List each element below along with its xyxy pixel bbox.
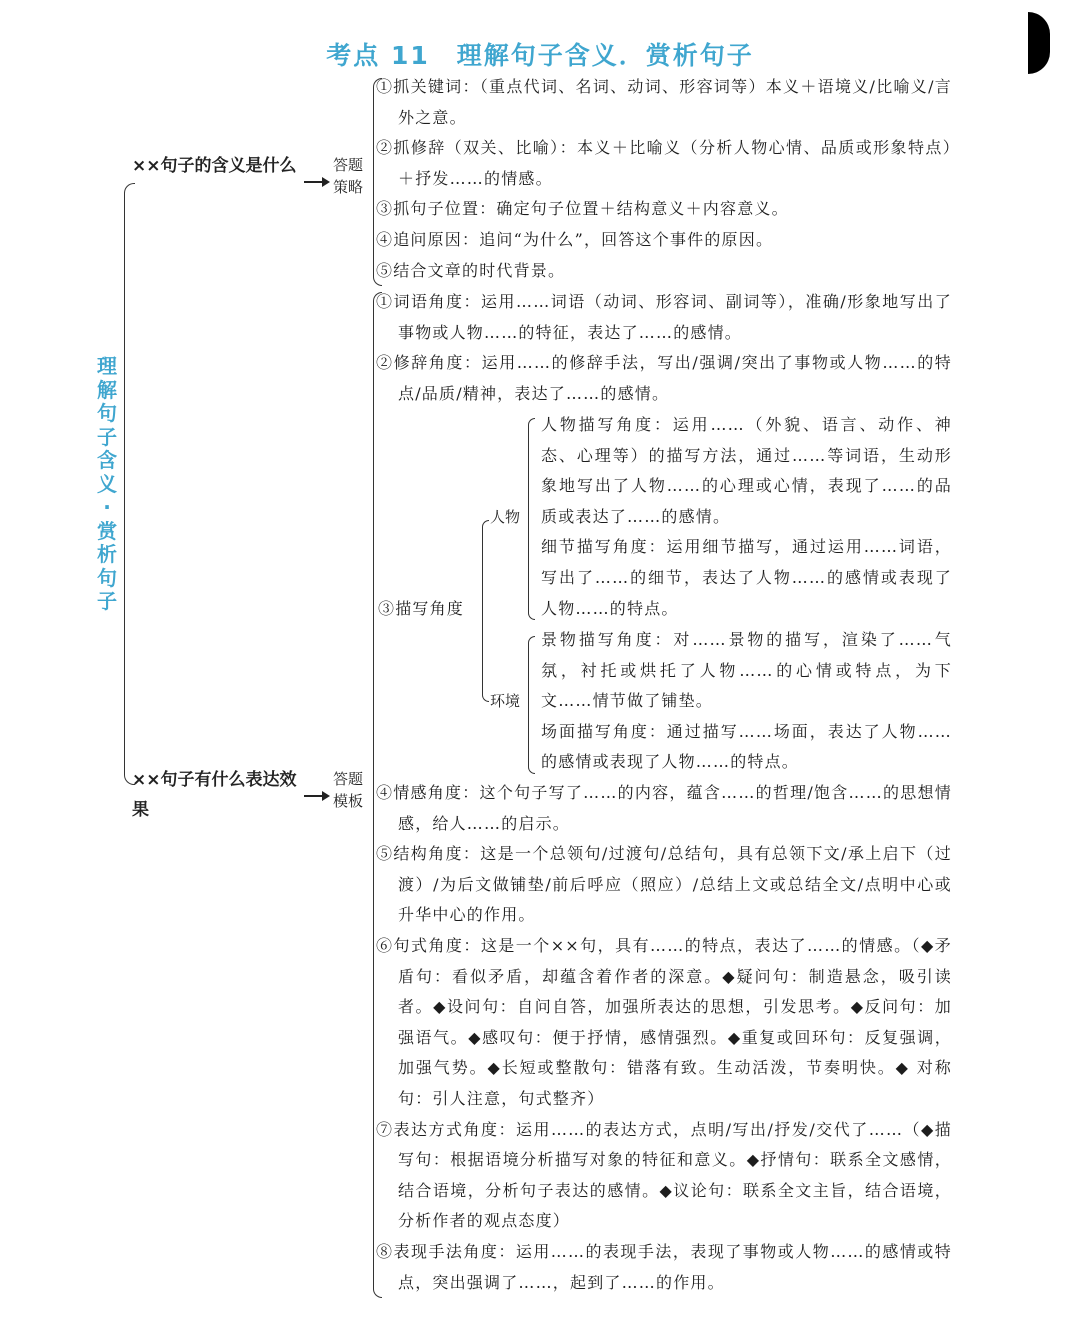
template-list-top <box>376 287 952 409</box>
description-label: ③描写角度 <box>378 599 465 618</box>
main-brace <box>124 183 135 785</box>
side-label-char: 理 <box>97 354 117 378</box>
side-label <box>94 355 120 614</box>
question-meaning: ××句子的含义是什么 <box>132 156 297 176</box>
side-label-char: 含 <box>97 448 117 472</box>
template-item: ①词语角度：运用……词语（动词、形容词、副词等），准确/形象地写出了事物或人物……的特征，表达了……的感情。 <box>376 292 952 342</box>
strategy-list <box>376 72 952 286</box>
description-item: 场面描写角度：通过描写……场面，表达了人物……的感情或表现了人物……的特点。 <box>541 721 952 772</box>
template-item: ⑤结构角度：这是一个总领句/过渡句/总结句，具有总领下文/承上启下（过渡）/为后文做铺垫/前后呼应（照应）/总结上文或总结全文/点明中心或升华中心的作用。 <box>376 844 952 925</box>
side-label-char: 子 <box>97 589 117 613</box>
description-item: 细节描写角度：运用细节描写，通过运用……词语，写出了……的细节，表达了人物……的感情或表现了人物……的特点。 <box>541 537 952 618</box>
template-item: ⑦表达方式角度：运用……的表达方式，点明/写出/抒发/交代了……（◆描写句：根据语境分析描写对象的特征和意义。◆抒情句：联系全文感情，结合语境，分析句子表达的感情。◆议论句：联系全文主旨，结合语境，分析作者的观点态度） <box>376 1119 952 1231</box>
strategy-item: ④追问原因：追问“为什么”，回答这个事件的原因。 <box>376 229 774 249</box>
side-label-char: 析 <box>97 542 117 566</box>
template-label: 答题 模板 <box>333 770 364 810</box>
template-item: ④情感角度：这个句子写了……的内容，蕴含……的哲理/饱含……的思想情感，给人……的启示。 <box>376 783 952 833</box>
template-item: ⑥句式角度：这是一个××句，具有……的特点，表达了……的情感。（◆矛盾句：看似矛盾，却蕴含着作者的深意。◆疑问句：制造悬念，吸引读者。◆设问句：自问自答，加强所表达的思想，引发思考。◆反问句：加强语气。◆感叹句：便于抒情，感情强烈。◆重复或回环句：反复强调，加强气势。◆长短或整散句：错落有致。生动活泼，节奏明快。◆ 对称句：引人注意，句式整齐） <box>376 935 952 1108</box>
template-item: ②修辞角度：运用……的修辞手法，写出/强调/突出了事物或人物……的特点/品质/精神，表达了……的感情。 <box>376 353 952 403</box>
arrow-icon <box>304 181 326 183</box>
template-list-bottom <box>376 778 952 1298</box>
strategy-item: ②抓修辞（双关、比喻）：本义＋比喻义（分析人物心情、品质或形象特点）＋抒发……的情感。 <box>376 138 952 188</box>
strategy-item: ⑤结合文章的时代背景。 <box>376 260 566 280</box>
description-brace <box>482 520 489 702</box>
page-title: 考点 11 理解句子含义．赏析句子 <box>326 41 754 70</box>
arrow-icon <box>304 795 326 797</box>
person-brace <box>528 418 535 620</box>
description-item: 人物描写角度：运用……（外貌、语言、动作、神态、心理等）的描写方法，通过……等词语，生动形象地写出了人物……的心理或心情，表现了……的品质或表达了……的感情。 <box>541 415 952 526</box>
environment-label: 环境 <box>490 692 521 710</box>
person-descriptions <box>541 410 952 624</box>
strategy-label: 答题 策略 <box>333 156 364 196</box>
strategy-item: ③抓句子位置：确定句子位置＋结构意义＋内容意义。 <box>376 199 789 219</box>
template-item: ⑧表现手法角度：运用……的表现手法，表现了事物或人物……的感情或特点，突出强调了……，起到了……的作用。 <box>376 1241 952 1292</box>
side-label-char: 义 <box>97 471 117 496</box>
side-label-char: 解 <box>97 377 117 402</box>
environment-brace <box>528 636 535 774</box>
side-label-char: 句 <box>97 401 117 425</box>
description-item: 景物描写角度：对……景物的描写，渲染了……气氛，衬托或烘托了人物……的心情或特点，为下文……情节做了铺垫。 <box>541 630 952 711</box>
side-label-char: 赏 <box>97 518 117 543</box>
side-label-char: · <box>103 495 111 519</box>
person-label: 人物 <box>490 508 521 526</box>
question-effect: ××句子有什么表达效果 <box>132 770 297 820</box>
strategy-item: ①抓关键词：（重点代词、名词、动词、形容词等）本义＋语境义/比喻义/言外之意。 <box>376 77 952 127</box>
environment-descriptions <box>541 625 952 778</box>
side-label-char: 子 <box>97 424 117 449</box>
side-label-char: 句 <box>97 565 117 590</box>
